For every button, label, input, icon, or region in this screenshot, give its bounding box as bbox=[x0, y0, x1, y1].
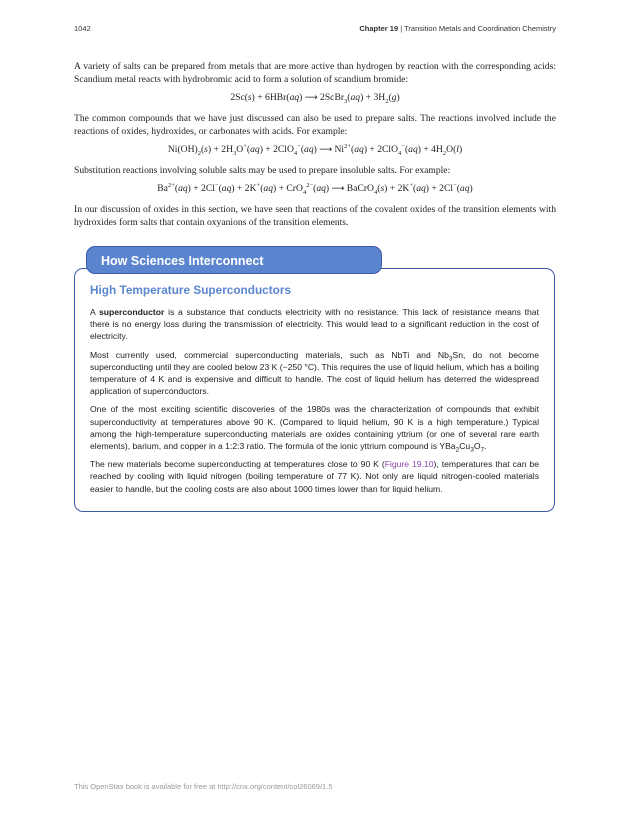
equation-scandium: 2Sc(s) + 6HBr(aq) ⟶ 2ScBr$_3$(aq) + $3H_2(g)$ bbox=[230, 92, 400, 105]
chapter-separator: | bbox=[398, 24, 405, 33]
term-superconductor: superconductor bbox=[98, 307, 165, 317]
chapter-title bbox=[359, 24, 556, 33]
chapter-name: Transition Metals and Coordination Chemistry bbox=[404, 24, 556, 33]
feature-tab: How Sciences Interconnect bbox=[86, 246, 382, 274]
chapter-label: Chapter 19 bbox=[359, 24, 399, 33]
feature-paragraph: One of the most exciting scientific discoveries of the 1980s was the characterization of compounds that exhibit superconductivity at temperatures above 90 K. (Compared to liquid helium, 90 K is a high temperature.) Typical among the high-temperature superconducting materials are oxides containing yttrium (or one of several rare earth elements), barium, and copper in a 1:2:3 ratio. The formula of the ionic yttrium compound is $YBa_2Cu_3O_7$. bbox=[90, 404, 539, 454]
feature-paragraph: Most currently used, commercial superconducting materials, such as NbTi and $Nb_3Sn$, do not become superconducting until they are cooled below 23 K (−250 °C). This requires the use of liquid helium, which has a boiling temperature of 4 K and is expensive and difficult to handle. The cost of liquid helium has deterred the widespread application of superconductors. bbox=[90, 349, 539, 397]
feature-heading: High Temperature Superconductors bbox=[90, 283, 292, 297]
paragraph: In our discussion of oxides in this section, we have seen that reactions of the covalent oxides of the transition elements with hydroxides form salts that contain oxyanions of the transition elements. bbox=[74, 204, 556, 228]
paragraph: Substitution reactions involving soluble salts may be used to prepare insoluble salts. For example: bbox=[74, 165, 451, 176]
main-content bbox=[74, 60, 556, 234]
paragraph: A variety of salts can be prepared from metals that are more active than hydrogen by reaction with the corresponding acids: Scandium metal reacts with hydrobromic acid to form a solution of scandium bromide: bbox=[74, 61, 556, 85]
feature-paragraph: A superconductor is a substance that conducts electricity with no resistance. This lack of resistance means that there is no energy loss during the transmission of electricity. This would lead to a significant reduction in the cost of electricity. bbox=[90, 307, 539, 342]
feature-paragraph: The new materials become superconducting at temperatures close to 90 K (Figure 19.10), temperatures that can be reached by cooling with liquid nitrogen (boiling temperature of 77 K). Not only are liquid nitrogen-cooled materials easier to handle, but the cooling costs are also about 1000 times lower than for liquid helium. bbox=[90, 459, 539, 494]
figure-link[interactable]: Figure 19.10 bbox=[384, 459, 434, 470]
page-footer: This OpenStax book is available for free at http://cnx.org/content/col26069/1.5 bbox=[74, 782, 333, 791]
equation-nickel: $Ni(OH)_2(s) + 2H_3O^+(aq) + 2ClO_4^-(aq)$ ⟶ $Ni^{2+}(aq) + 2ClO_4^-(aq) + 4H_2O(l)$ bbox=[167, 142, 463, 157]
equation-barium: $Ba^{2+}(aq) + 2Cl^-(aq) + 2K^+(aq) + CrO_4^{2-}(aq)$ ⟶ BaCrO$_4$(s) + 2K+(aq) + 2Cl−(aq) bbox=[157, 181, 473, 196]
paragraph: The common compounds that we have just discussed can also be used to prepare salts. The reactions involved include the reactions of oxides, hydroxides, or carbonates with acids. For example: bbox=[74, 113, 556, 137]
feature-body bbox=[90, 283, 539, 501]
page-number: 1042 bbox=[74, 24, 91, 33]
